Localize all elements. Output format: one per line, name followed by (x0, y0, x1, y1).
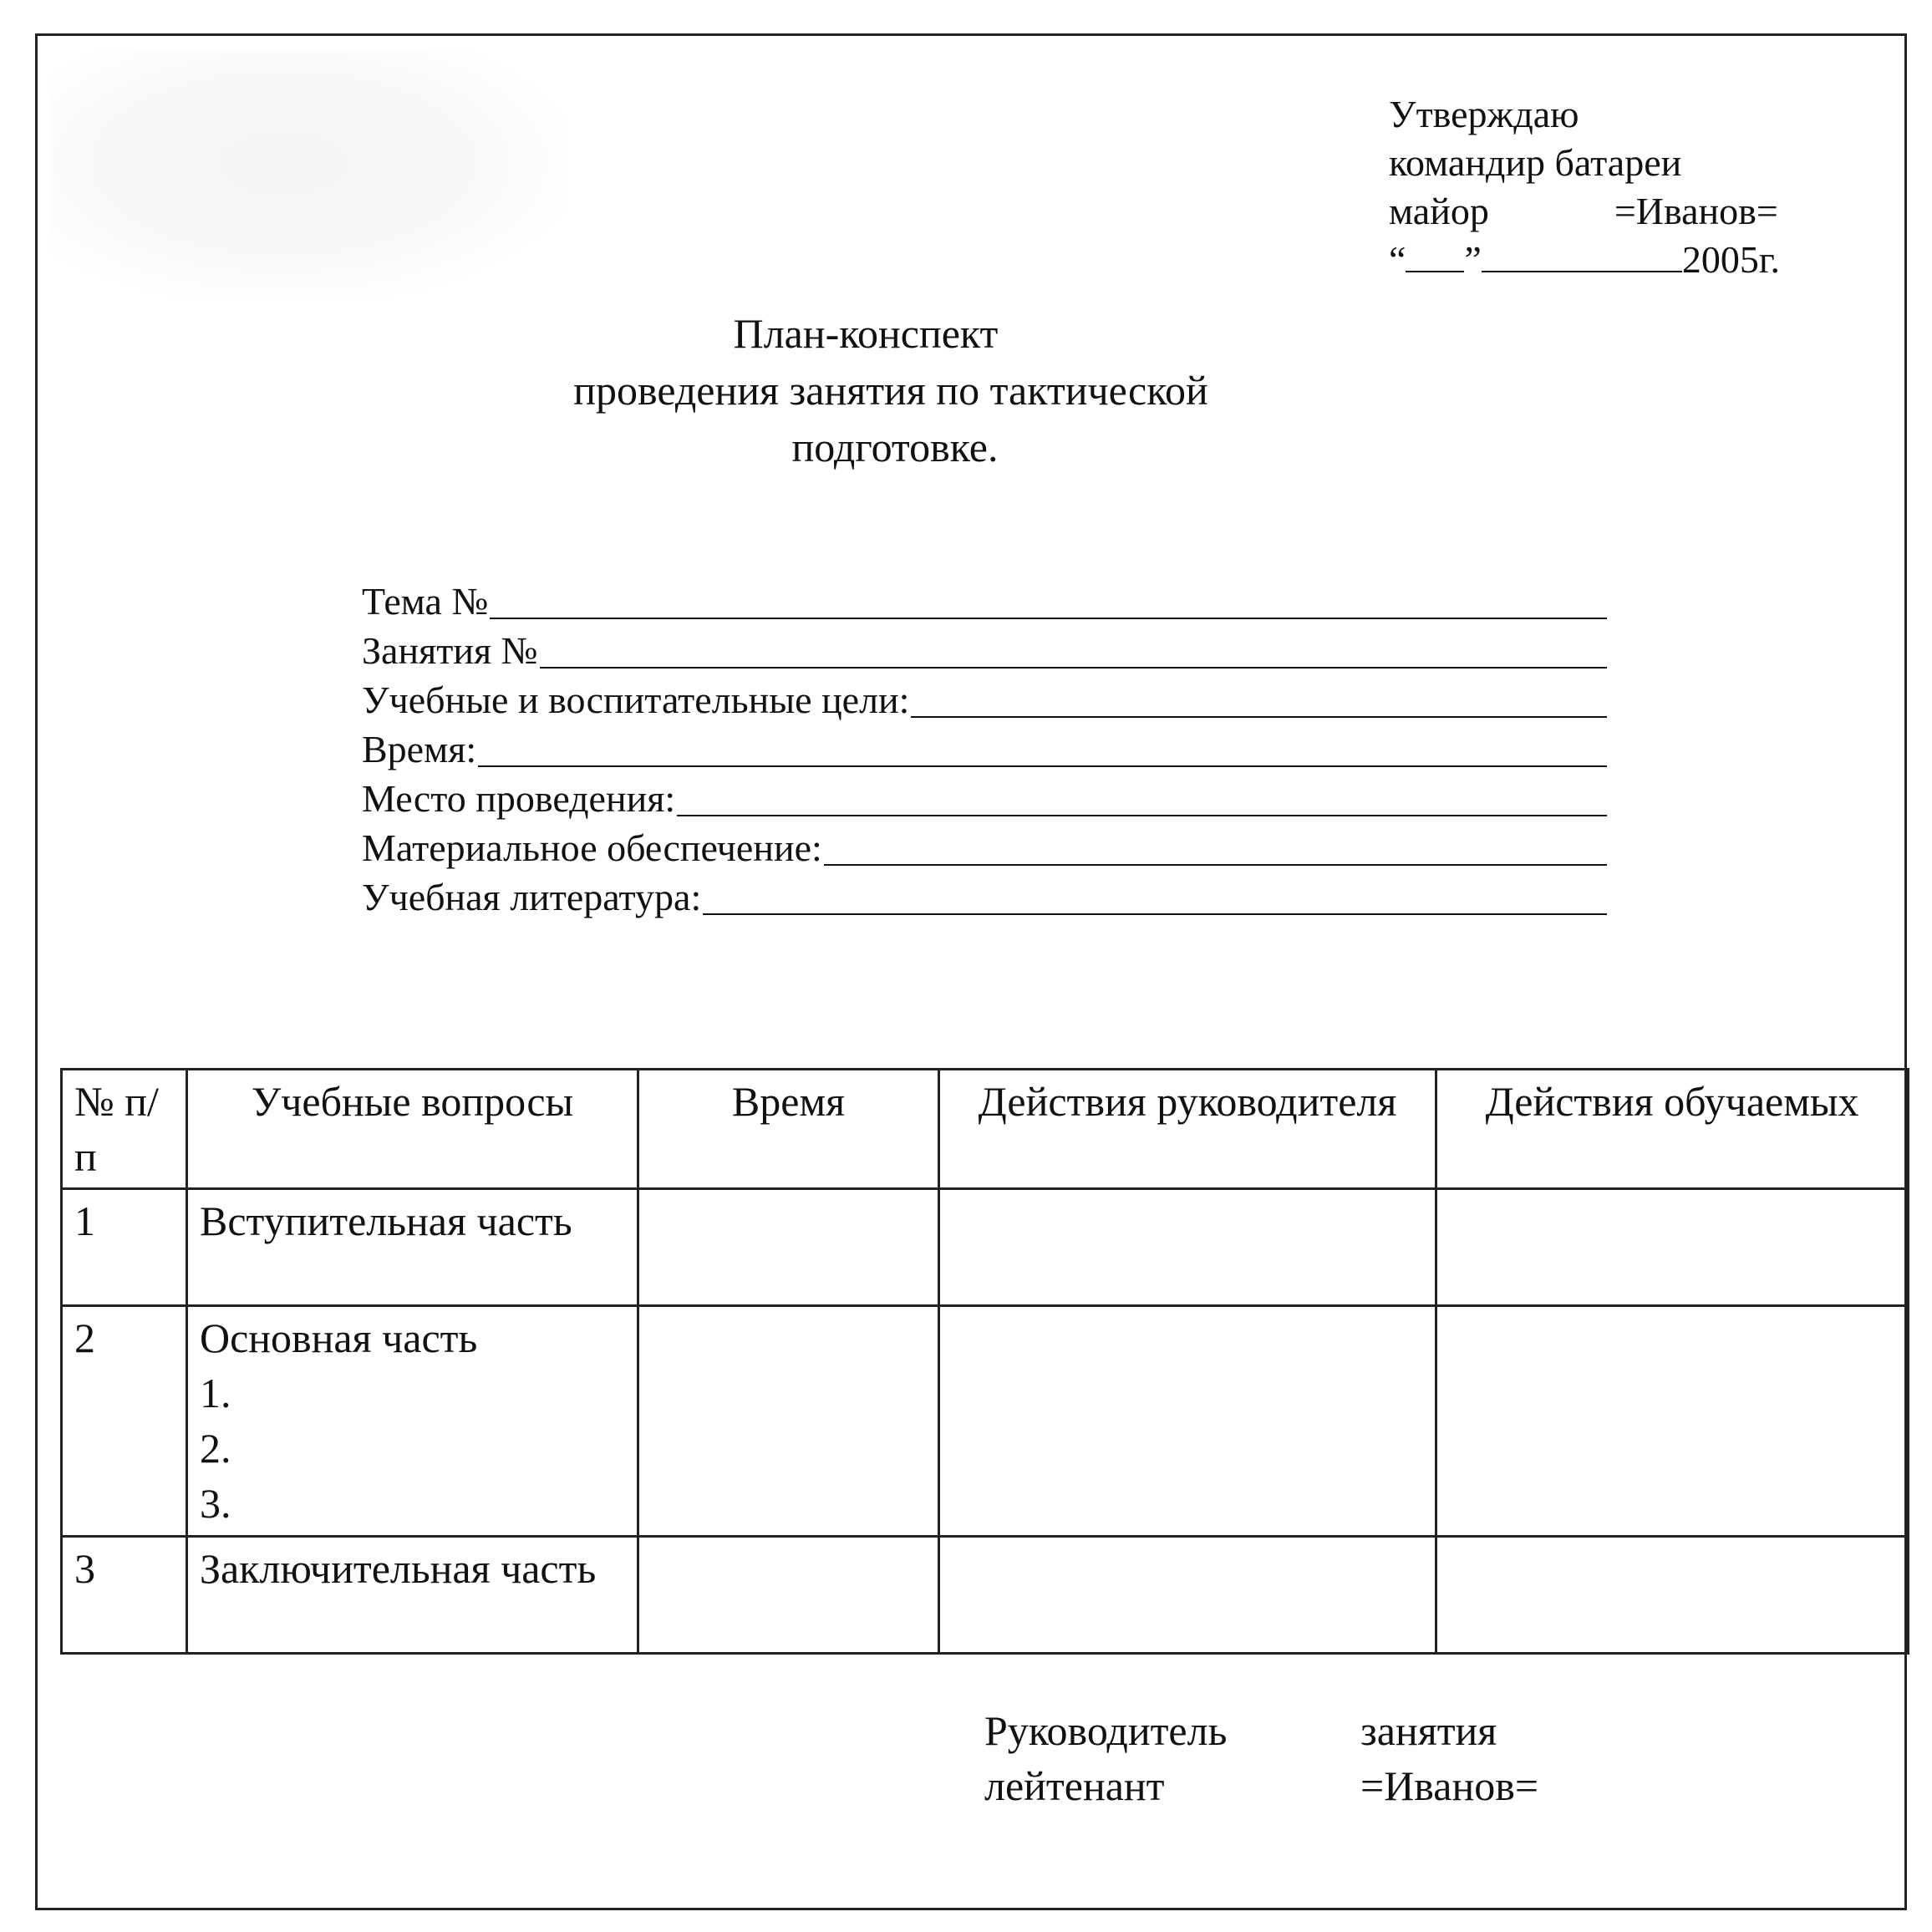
row-question: Вступительная часть (187, 1189, 638, 1306)
signature-block (984, 1703, 1538, 1813)
field-location-line[interactable] (677, 815, 1607, 816)
signature-role-suffix: занятия (1360, 1707, 1497, 1754)
row-trainee-cell[interactable] (1436, 1306, 1909, 1537)
approval-quote-close: ” (1464, 238, 1482, 281)
field-materials: Материальное обеспечение: (362, 823, 1607, 872)
approval-rank: майор (1389, 190, 1489, 232)
row-time-cell[interactable] (638, 1189, 939, 1306)
field-topic: Тема № (362, 577, 1607, 626)
table-row (62, 1189, 1909, 1306)
row-trainee-cell[interactable] (1436, 1537, 1909, 1654)
approval-position: командир батареи (1389, 141, 1682, 184)
header-leader-actions: Действия руководителя (939, 1070, 1436, 1189)
field-lesson: Занятия № (362, 626, 1607, 675)
row-leader-cell[interactable] (939, 1537, 1436, 1654)
header-trainee-actions: Действия обучаемых (1436, 1070, 1909, 1189)
signature-rank: лейтенант (984, 1762, 1165, 1809)
field-time-line[interactable] (478, 765, 1607, 767)
approval-date (1389, 236, 1780, 284)
row-trainee-cell[interactable] (1436, 1189, 1909, 1306)
title-line-1: План-конспект (733, 310, 999, 357)
approval-day-blank (1406, 266, 1464, 272)
redacted-smudge (50, 50, 568, 301)
field-topic-line[interactable] (490, 618, 1607, 619)
signature-role-row (984, 1703, 1538, 1758)
row-time-cell[interactable] (638, 1306, 939, 1537)
row-num: 2 (62, 1306, 187, 1537)
approval-year: 2005г. (1681, 238, 1781, 281)
field-materials-line[interactable] (824, 864, 1607, 866)
field-location: Место проведения: (362, 774, 1607, 823)
approval-block (1389, 90, 1780, 284)
row-question-item: 1. (200, 1370, 231, 1416)
field-goals: Учебные и воспитательные цели: (362, 675, 1607, 724)
field-lesson-line[interactable] (540, 667, 1607, 669)
row-num: 3 (62, 1537, 187, 1654)
approval-month-blank (1482, 266, 1682, 272)
row-question-item: 3. (200, 1480, 231, 1527)
header-questions: Учебные вопросы (187, 1070, 638, 1189)
header-time: Время (638, 1070, 939, 1189)
title-line-3: подготовке. (791, 424, 999, 470)
lesson-plan-table (60, 1068, 1909, 1655)
document-title (0, 305, 1932, 475)
signature-name-row (984, 1758, 1538, 1813)
title-line-2: проведения занятия по тактической (573, 367, 1208, 414)
table-row (62, 1537, 1909, 1654)
row-leader-cell[interactable] (939, 1306, 1436, 1537)
approval-quote-open: “ (1389, 238, 1406, 281)
approval-signatory (1389, 187, 1780, 236)
field-literature-line[interactable] (703, 913, 1607, 915)
signature-role: Руководитель (984, 1707, 1228, 1754)
table-row (62, 1306, 1909, 1537)
lesson-fields (362, 577, 1607, 922)
header-num: № п/п (62, 1070, 187, 1189)
signature-name: =Иванов= (1360, 1762, 1539, 1809)
row-question (187, 1306, 638, 1537)
field-goals-line[interactable] (911, 716, 1607, 718)
approval-name: =Иванов= (1614, 190, 1778, 232)
row-leader-cell[interactable] (939, 1189, 1436, 1306)
row-time-cell[interactable] (638, 1537, 939, 1654)
field-literature: Учебная литература: (362, 872, 1607, 922)
row-question-title: Основная часть (200, 1314, 478, 1361)
field-time: Время: (362, 724, 1607, 774)
row-question: Заключительная часть (187, 1537, 638, 1654)
approval-heading: Утверждаю (1389, 93, 1579, 135)
table-header-row (62, 1070, 1909, 1189)
row-num: 1 (62, 1189, 187, 1306)
row-question-item: 2. (200, 1425, 231, 1472)
